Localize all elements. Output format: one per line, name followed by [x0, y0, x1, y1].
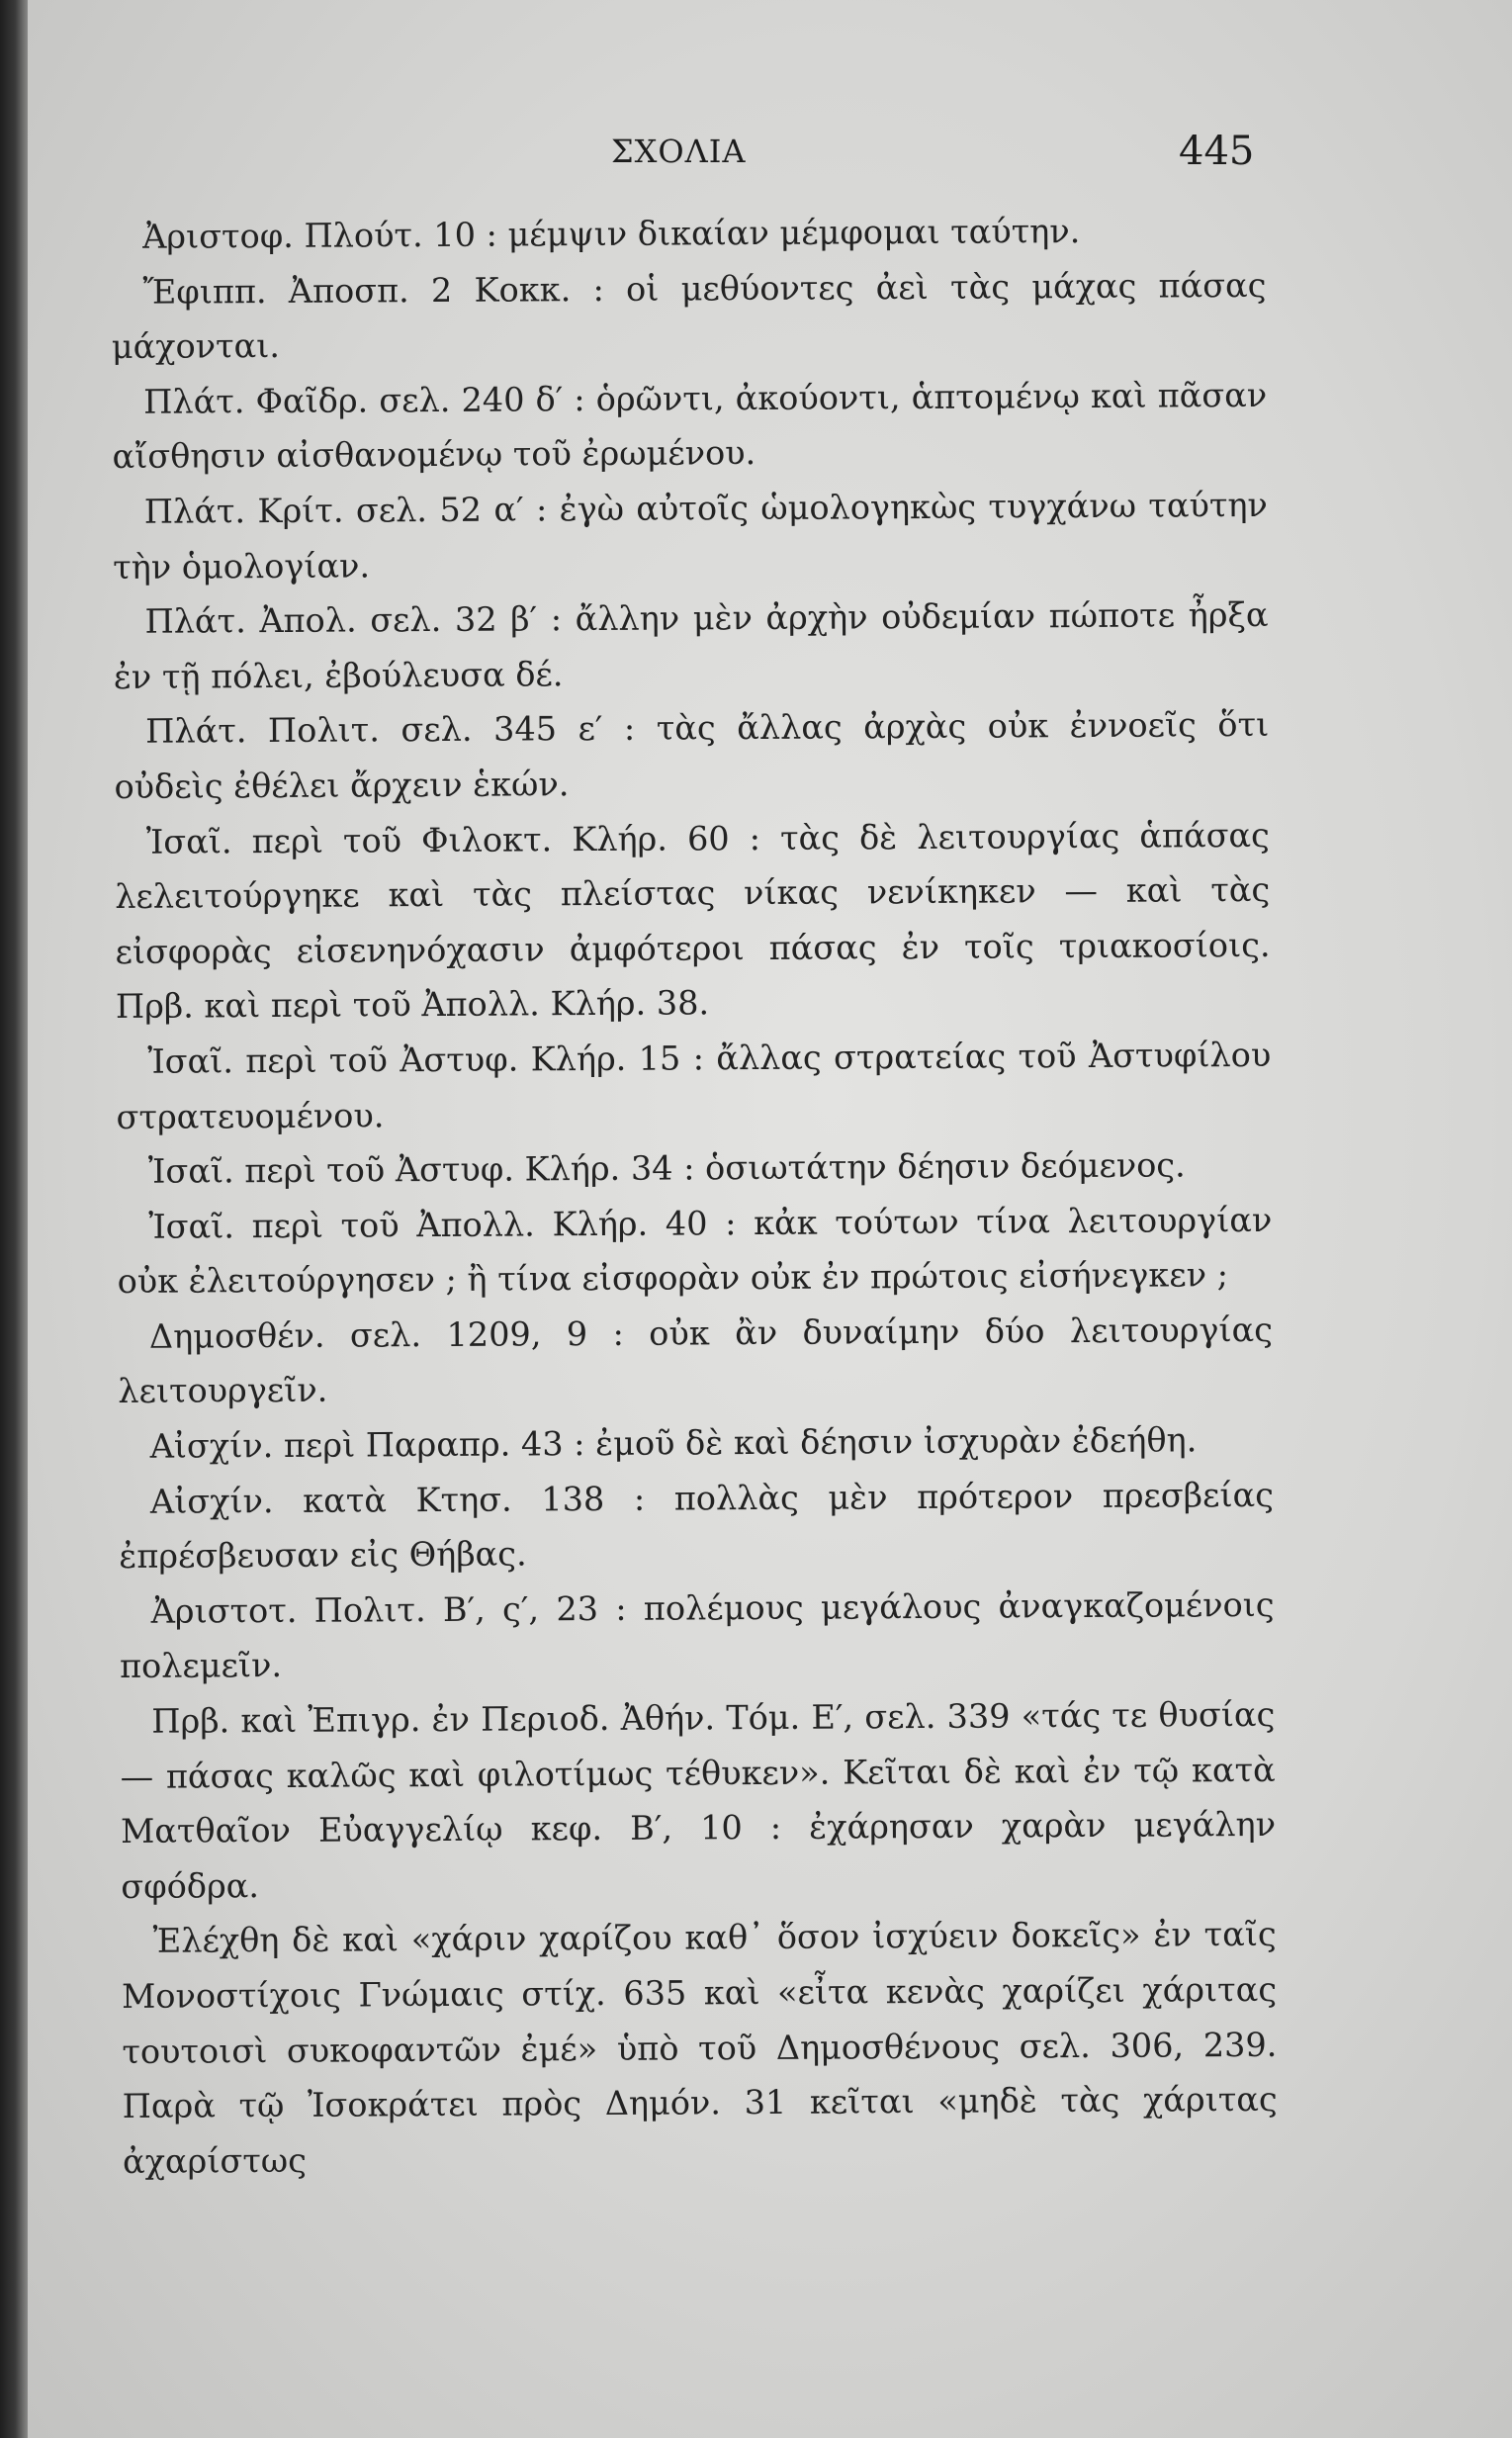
citation-paragraph: Αἰσχίν. περὶ Παραπρ. 43 : ἐμοῦ δὲ καὶ δέησιν ἰσχυρὰν ἐδεήθη. — [149, 1420, 1198, 1466]
citation-paragraph: Πλάτ. Κρίτ. σελ. 52 α′ : ἐγὼ αὐτοῖς ὡμολογηκὼς τυγχάνω ταύτην τὴν ὁμολογίαν. — [113, 485, 1268, 587]
citation-paragraph: Πρβ. καὶ Ἐπιγρ. ἐν Περιοδ. Ἀθήν. Τόμ. Ε′, σελ. 339 «τάς τε θυσίας — πάσας καλῶς καὶ φιλοτίμως τέθυκεν». Κεῖται δὲ καὶ ἐν τῷ κατὰ Ματθαῖον Εὐαγγελίῳ κεφ. Β′, 10 : ἐχάρησαν χαρὰν μεγάλην σφόδρα. — [120, 1694, 1277, 1906]
citation-paragraph: Ἐλέχθη δὲ καὶ «χάριν χαρίζου καθ᾽ ὅσον ἰσχύειν δοκεῖς» ἐν ταῖς Μονοστίχοις Γνώμαις στίχ. 635 καὶ «εἶτα κενὰς χαρίζει χάριτας τουτοισὶ συκοφαντῶν ἐμέ» ὑπὸ τοῦ Δημοσθένους σελ. 306, 239. Παρὰ τῷ Ἰσοκράτει πρὸς Δημόν. 31 κεῖται «μηδὲ τὰς χάριτας ἀχαρίστως — [121, 1915, 1278, 2181]
citation-paragraph: Πλάτ. Ἀπολ. σελ. 32 β′ : ἄλλην μὲν ἀρχὴν οὐδεμίαν πώποτε ἦρξα ἐν τῇ πόλει, ἐβούλευσα δέ. — [113, 595, 1269, 696]
page-number: 445 — [1179, 129, 1255, 174]
body-text — [111, 203, 1278, 2189]
citation-paragraph: Πλάτ. Φαῖδρ. σελ. 240 δ′ : ὁρῶντι, ἀκούοντι, ἁπτομένῳ καὶ πᾶσαν αἴσθησιν αἰσθανομένῳ τοῦ ἐρωμένου. — [112, 375, 1268, 477]
running-head — [0, 129, 1512, 188]
citation-paragraph: Πλάτ. Πολιτ. σελ. 345 ε′ : τὰς ἄλλας ἀρχὰς οὐκ ἐννοεῖς ὅτι οὐδεὶς ἐθέλει ἄρχειν ἑκών. — [114, 705, 1270, 806]
citation-paragraph: Ἔφιππ. Ἀποσπ. 2 Κοκκ. : οἱ μεθύοντες ἀεὶ τὰς μάχας πάσας μάχονται. — [111, 265, 1267, 367]
citation-paragraph: Αἰσχίν. κατὰ Κτησ. 138 : πολλὰς μὲν πρότερον πρεσβείας ἐπρέσβευσαν εἰς Θήβας. — [119, 1475, 1275, 1577]
citation-paragraph: Ἰσαῖ. περὶ τοῦ Ἀστυφ. Κλήρ. 34 : ὁσιωτάτην δέησιν δεόμενος. — [147, 1145, 1186, 1191]
book-spine-shadow — [0, 0, 28, 2438]
citation-paragraph: Ἀριστοφ. Πλούτ. 10 : μέμψιν δικαίαν μέμφομαι ταύτην. — [142, 212, 1081, 256]
citation-paragraph: Ἰσαῖ. περὶ τοῦ Φιλοκτ. Κλήρ. 60 : τὰς δὲ λειτουργίας ἁπάσας λελειτούργηκε καὶ τὰς πλείστας νίκας νενίκηκεν — καὶ τὰς εἰσφορὰς εἰσενηνόχασιν ἀμφότεροι πάσας ἐν τοῖς τριακοσίοις. Πρβ. καὶ περὶ τοῦ Ἀπολλ. Κλήρ. 38. — [115, 815, 1271, 1027]
citation-paragraph: Δημοσθέν. σελ. 1209, 9 : οὐκ ἂν δυναίμην δύο λειτουργίας λειτουργεῖν. — [118, 1309, 1274, 1411]
citation-paragraph: Ἰσαῖ. περὶ τοῦ Ἀστυφ. Κλήρ. 15 : ἄλλας στρατείας τοῦ Ἀστυφίλου στρατευομένου. — [116, 1035, 1272, 1136]
citation-paragraph: Ἀριστοτ. Πολιτ. Β′, ς′, 23 : πολέμους μεγάλους ἀναγκαζομένοις πολεμεῖν. — [119, 1584, 1275, 1686]
running-head-title: ΣΧΟΛΙΑ — [611, 133, 747, 170]
citation-paragraph: Ἰσαῖ. περὶ τοῦ Ἀπολλ. Κλήρ. 40 : κἀκ τούτων τίνα λειτουργίαν οὐκ ἐλειτούργησεν ; ἢ τίνα εἰσφορὰν οὐκ ἐν πρώτοις εἰσήνεγκεν ; — [117, 1200, 1273, 1302]
